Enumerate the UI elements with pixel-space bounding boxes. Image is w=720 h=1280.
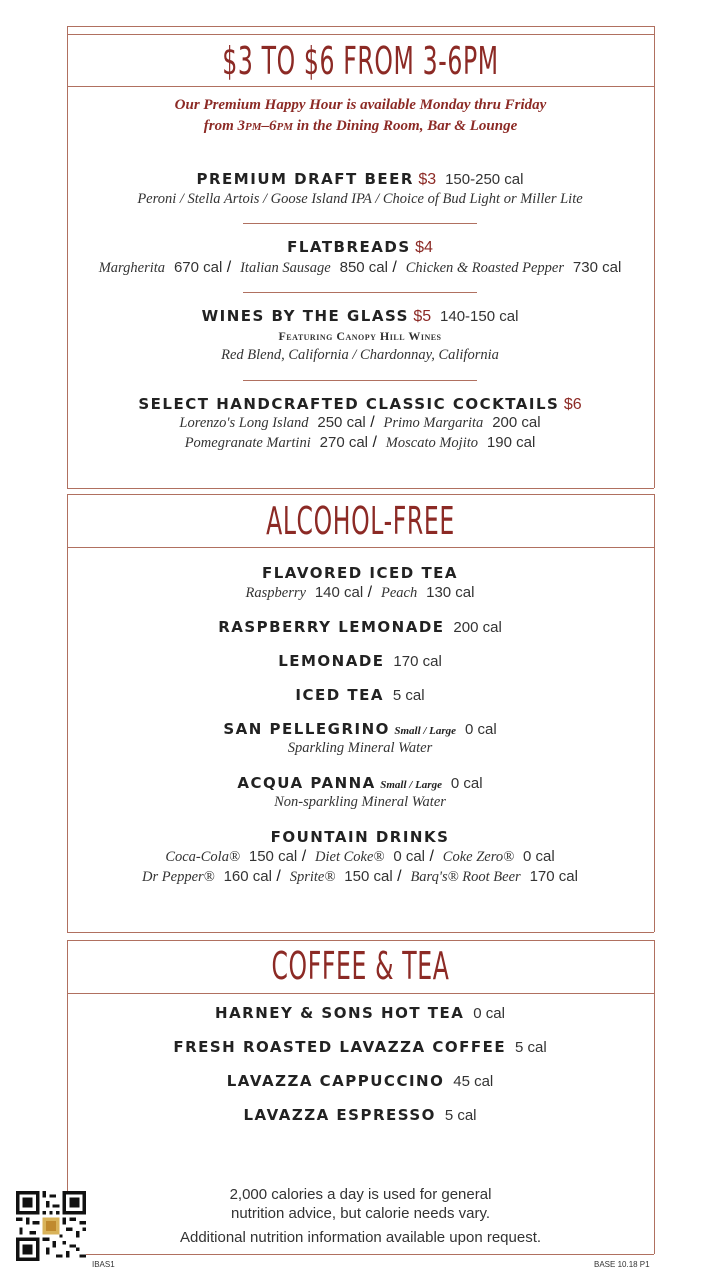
cocktails-title: SELECT HANDCRAFTED CLASSIC COCKTAILS xyxy=(138,395,560,413)
lemonade-title: LEMONADE xyxy=(278,652,385,670)
cocktails-row-1: Lorenzo's Long Island 250 cal / Primo Margarita 200 cal xyxy=(179,414,541,431)
alcohol-free-heading: ALCOHOL-FREE xyxy=(266,499,455,543)
flatbreads-items: Margherita 670 cal / Italian Sausage 850 cal / Chicken & Roasted Pepper 730 cal xyxy=(98,259,622,276)
wines-featuring: Featuring Canopy Hill Wines xyxy=(278,329,442,343)
divider xyxy=(67,86,654,87)
code-left: IBAS1 xyxy=(92,1260,115,1269)
fountain-drinks-title-line xyxy=(0,828,720,847)
flavored-iced-tea-title-line xyxy=(0,564,720,583)
fountain-drinks-row-2: Dr Pepper® 160 cal / Sprite® 150 cal / Barq's® Root Beer 170 cal xyxy=(142,868,578,885)
cocktails-row-2: Pomegranate Martini 270 cal / Moscato Mojito 190 cal xyxy=(184,434,536,451)
calorie-notice-2: nutrition advice, but calorie needs vary. xyxy=(230,1205,491,1222)
coffee-tea-heading: COFFEE & TEA xyxy=(271,944,450,988)
item-separator xyxy=(243,223,477,224)
flavored-iced-tea-items: Raspberry 140 cal / Peach 130 cal xyxy=(245,584,475,601)
raspberry-lemonade-line: RASPBERRY LEMONADE 200 cal xyxy=(218,618,502,636)
san-pellegrino-line: SAN PELLEGRINO Small / Large 0 cal xyxy=(223,720,497,738)
flatbreads-title-line xyxy=(0,238,720,257)
alcohol-free-frame xyxy=(67,494,655,932)
divider xyxy=(67,34,654,35)
coffee-item: LAVAZZA CAPPUCCINO 45 cal xyxy=(226,1072,494,1090)
wines-calories: 140-150 cal xyxy=(440,308,519,325)
divider xyxy=(67,1254,654,1255)
happy-hour-intro-2: from 3pm–6pm in the Dining Room, Bar & Lounge xyxy=(203,118,518,134)
happy-hour-intro-1: Our Premium Happy Hour is available Monday thru Friday xyxy=(174,97,547,113)
happy-hour-heading: $3 TO $6 FROM 3-6PM xyxy=(222,39,499,83)
beer-price: $3 xyxy=(418,171,437,188)
divider xyxy=(67,547,654,548)
wines-description: Red Blend, California / Chardonnay, California xyxy=(221,347,499,363)
divider xyxy=(67,993,654,994)
coffee-item: FRESH ROASTED LAVAZZA COFFEE 5 cal xyxy=(173,1038,547,1056)
divider xyxy=(67,940,654,941)
acqua-panna-line: ACQUA PANNA Small / Large 0 cal xyxy=(237,774,483,792)
nutrition-notice: Additional nutrition information available upon request. xyxy=(179,1229,542,1246)
divider xyxy=(67,494,654,495)
wines-title-line xyxy=(0,307,720,326)
iced-tea-title: ICED TEA xyxy=(295,686,385,704)
cocktails-title-line xyxy=(0,395,720,414)
fountain-drinks-title: FOUNTAIN DRINKS xyxy=(270,828,450,846)
coffee-item: HARNEY & SONS HOT TEA 0 cal xyxy=(215,1004,505,1022)
flatbreads-title: FLATBREADS xyxy=(287,238,411,256)
lemonade-line: LEMONADE 170 cal xyxy=(278,652,442,670)
wines-title: WINES BY THE GLASS xyxy=(201,307,409,325)
beer-calories: 150-250 cal xyxy=(445,171,524,188)
fountain-drinks-row-1: Coca-Cola® 150 cal / Diet Coke® 0 cal / Coke Zero® 0 cal xyxy=(165,848,555,865)
beer-title-line xyxy=(0,170,720,189)
divider xyxy=(67,26,654,27)
divider xyxy=(67,932,654,933)
item-separator xyxy=(243,292,477,293)
item-separator xyxy=(243,380,477,381)
wines-price: $5 xyxy=(413,308,432,325)
divider xyxy=(67,488,654,489)
acqua-panna-title: ACQUA PANNA xyxy=(237,774,376,792)
happy-hour-time: 3pm–6pm xyxy=(237,118,294,134)
san-pellegrino-description: Sparkling Mineral Water xyxy=(287,740,433,756)
flavored-iced-tea-title: FLAVORED ICED TEA xyxy=(261,564,459,582)
beer-title: PREMIUM DRAFT BEER xyxy=(196,170,414,188)
flatbreads-price: $4 xyxy=(415,239,433,256)
beer-description: Peroni / Stella Artois / Goose Island IPA / Choice of Bud Light or Miller Lite xyxy=(137,191,583,207)
code-right: BASE 10.18 P1 xyxy=(594,1260,650,1269)
calorie-notice-1: 2,000 calories a day is used for general xyxy=(229,1186,492,1203)
qr-code-icon[interactable] xyxy=(16,1191,86,1261)
coffee-item: LAVAZZA ESPRESSO 5 cal xyxy=(243,1106,477,1124)
cocktails-price: $6 xyxy=(563,396,582,413)
raspberry-lemonade-title: RASPBERRY LEMONADE xyxy=(218,618,445,636)
acqua-panna-description: Non-sparkling Mineral Water xyxy=(274,794,446,810)
iced-tea-line: ICED TEA 5 cal xyxy=(295,686,425,704)
san-pellegrino-title: SAN PELLEGRINO xyxy=(223,720,390,738)
